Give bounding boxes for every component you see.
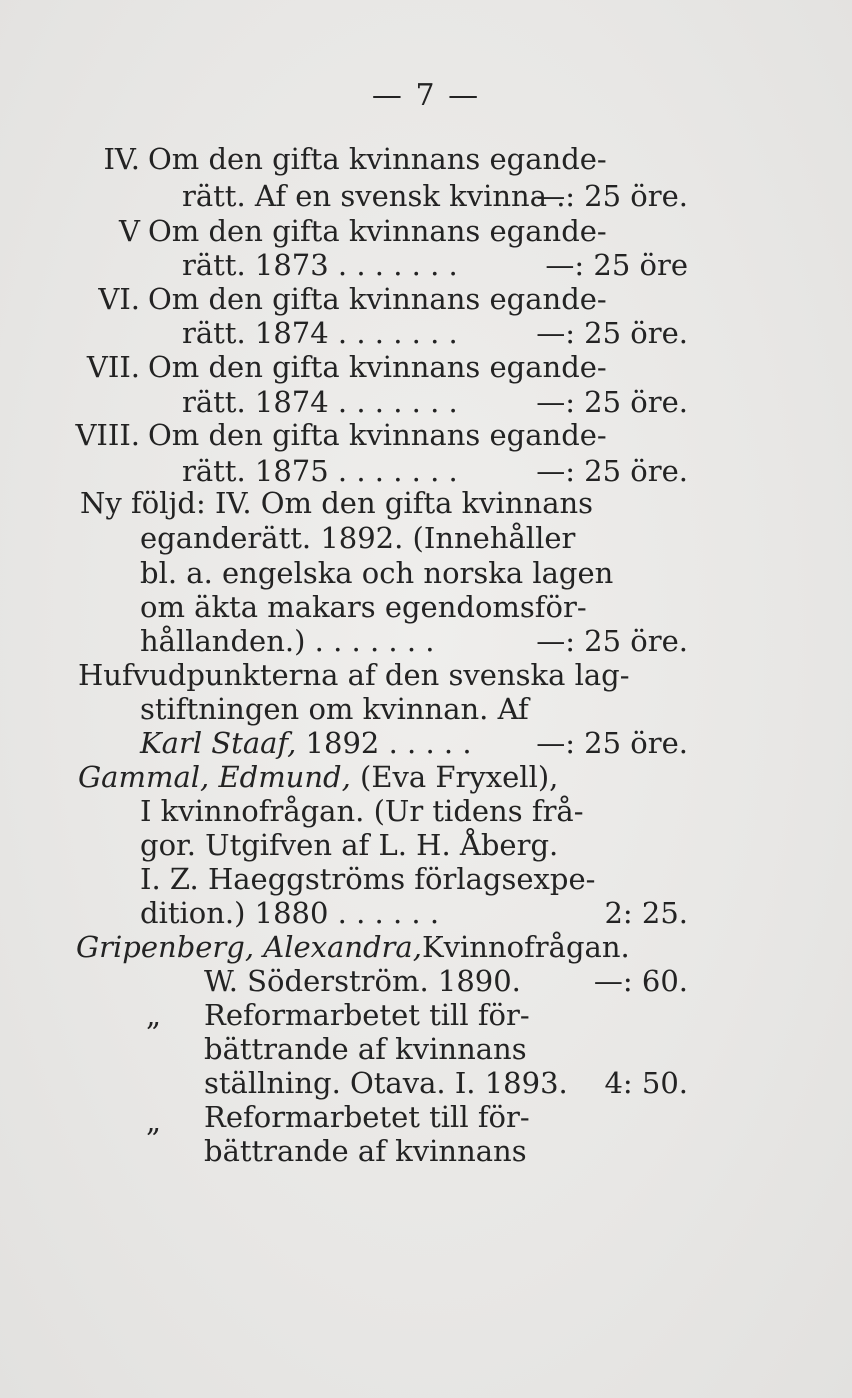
- entry-line: eganderätt. 1892. (Innehåller: [140, 521, 576, 555]
- entry-price: 4: 50.: [604, 1066, 688, 1100]
- entry-line: bl. a. engelska och norska lagen: [140, 556, 614, 590]
- entry-price: —: 25 öre.: [536, 726, 688, 760]
- entry-line: stiftningen om kvinnan. Af: [140, 692, 529, 726]
- entry-price: —: 25 öre.: [536, 454, 688, 488]
- entry-line: Hufvudpunkterna af den svenska lag-: [78, 658, 630, 692]
- entry-line: I kvinnofrågan. (Ur tidens frå-: [140, 794, 584, 828]
- author-name: Gripenberg, Alexandra,: [76, 930, 422, 964]
- entry-line: rätt. 1874 . . . . . . .: [182, 316, 458, 350]
- author-name: Gammal, Edmund,: [78, 760, 351, 794]
- entry-line: [78, 758, 558, 796]
- entry-line: [76, 928, 630, 966]
- entry-price: —: 25 öre.: [536, 385, 688, 419]
- entry-line: gor. Utgifven af L. H. Åberg.: [140, 828, 559, 862]
- entry-text: Kvinnofrågan.: [421, 930, 630, 964]
- entry-line: Om den gifta kvinnans egande-: [148, 214, 607, 248]
- entry-number: VII.: [86, 350, 140, 384]
- entry-line: Reformarbetet till för-: [204, 998, 530, 1032]
- entry-line: hållanden.) . . . . . . .: [140, 624, 435, 658]
- entry-line: Om den gifta kvinnans egande-: [148, 282, 607, 316]
- entry-price: —: 25 öre: [545, 248, 688, 282]
- entry-line: Om den gifta kvinnans egande-: [148, 418, 607, 452]
- entry-line: om äkta makars egendomsför-: [140, 590, 587, 624]
- ditto-mark: „: [146, 1104, 162, 1138]
- entry-line: Reformarbetet till för-: [204, 1100, 530, 1134]
- entry-number: VIII.: [75, 418, 140, 452]
- entry-price: —: 60.: [593, 964, 688, 998]
- entry-line: Om den gifta kvinnans egande-: [148, 142, 607, 176]
- entry-year: 1892 . . . . .: [305, 726, 472, 760]
- entry-line: rätt. 1875 . . . . . . .: [182, 454, 458, 488]
- entry-price: —: 25 öre.: [536, 624, 688, 658]
- entry-number: VI.: [98, 282, 140, 316]
- entry-price: 2: 25.: [604, 896, 688, 930]
- ditto-mark: „: [146, 998, 162, 1032]
- entry-price: —: 25 öre.: [536, 179, 688, 213]
- entry-line: Om den gifta kvinnans egande-: [148, 350, 607, 384]
- entry-line: bättrande af kvinnans: [204, 1134, 527, 1168]
- entry-line: rätt. 1873 . . . . . . .: [182, 248, 458, 282]
- entry-line: [140, 724, 472, 762]
- entry-line: W. Söderström. 1890.: [204, 964, 521, 998]
- entry-line: I. Z. Haeggströms förlagsexpe-: [140, 862, 596, 896]
- entry-line: rätt. Af en svensk kvinna .: [182, 179, 566, 213]
- entry-line: dition.) 1880 . . . . . .: [140, 896, 440, 930]
- entry-line: Ny följd: IV. Om den gifta kvinnans: [80, 486, 594, 520]
- page-number: — 7 —: [371, 78, 481, 113]
- entry-price: —: 25 öre.: [536, 316, 688, 350]
- entry-line: ställning. Otava. I. 1893.: [204, 1066, 568, 1100]
- author-name: Karl Staaf,: [140, 726, 297, 760]
- entry-number: V: [119, 214, 140, 248]
- entry-text: (Eva Fryxell),: [360, 760, 559, 794]
- entry-line: bättrande af kvinnans: [204, 1032, 527, 1066]
- entry-line: rätt. 1874 . . . . . . .: [182, 385, 458, 419]
- entry-number: IV.: [103, 142, 140, 176]
